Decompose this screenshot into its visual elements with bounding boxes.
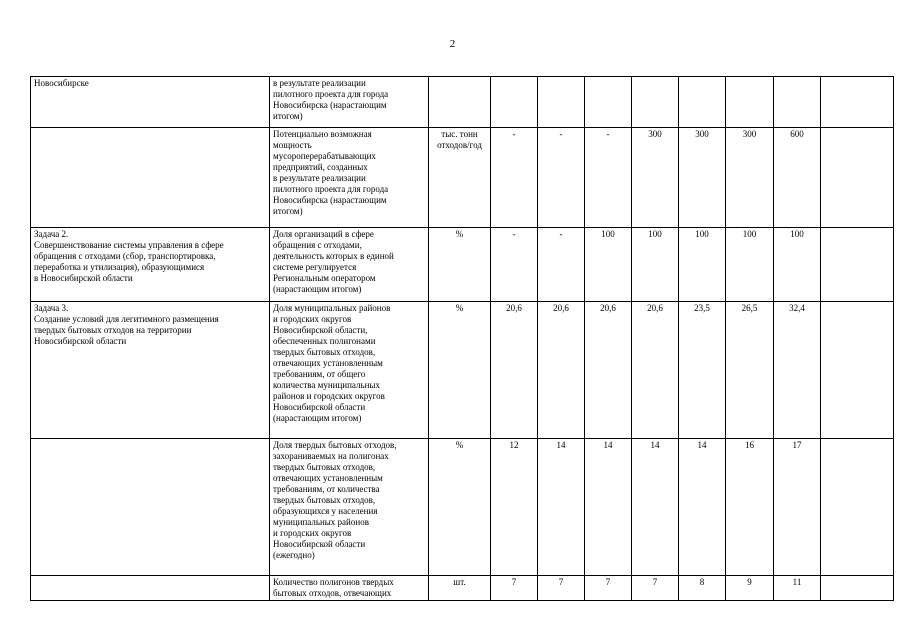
value-cell: 14 [632,439,679,576]
value-cell: - [538,128,585,228]
table-row [31,77,894,128]
value-cell: 16 [726,439,774,576]
value-cell: 17 [774,439,821,576]
value-cell: 100 [726,228,774,302]
unit-cell: шт. [429,576,491,601]
value-cell: 7 [585,576,632,601]
table-row [31,228,894,302]
value-cell [585,77,632,128]
table-row [31,439,894,576]
value-cell: 7 [538,576,585,601]
indicator-cell: Количество полигонов твердых бытовых отходов, отвечающих [270,576,429,601]
page-number: 2 [449,38,456,50]
value-cell: 300 [726,128,774,228]
notes-cell [821,439,894,576]
value-cell: 14 [538,439,585,576]
value-cell: 100 [585,228,632,302]
indicator-cell: Доля организаций в сфере обращения с отходами, деятельность которых в единой системе регулируется Региональным оператором (нарастающим итогом) [270,228,429,302]
unit-cell: тыс. тонн отходов/год [429,128,491,228]
value-cell: - [491,228,538,302]
table-row [31,576,894,601]
value-cell: 23,5 [679,302,726,439]
value-cell: 11 [774,576,821,601]
notes-cell [821,77,894,128]
value-cell [632,77,679,128]
value-cell: 20,6 [538,302,585,439]
value-cell: 300 [679,128,726,228]
value-cell: 600 [774,128,821,228]
value-cell [491,77,538,128]
table-row [31,302,894,439]
task-cell [31,128,270,228]
value-cell: 32,4 [774,302,821,439]
unit-cell [429,77,491,128]
task-cell [31,439,270,576]
value-cell: - [585,128,632,228]
value-cell: 20,6 [585,302,632,439]
value-cell: 100 [632,228,679,302]
unit-cell: % [429,302,491,439]
task-cell [31,576,270,601]
value-cell: 14 [585,439,632,576]
value-cell: 100 [679,228,726,302]
value-cell: 9 [726,576,774,601]
indicator-cell: в результате реализации пилотного проекта для города Новосибирска (нарастающим итогом) [270,77,429,128]
value-cell: 20,6 [491,302,538,439]
indicator-cell: Доля твердых бытовых отходов, захораниваемых на полигонах твердых бытовых отходов, отвечающих установленным требованиям, от количества твердых бытовых отходов, образующихся у населения муниципальных районов и городских округов Новосибирской области (ежегодно) [270,439,429,576]
value-cell: - [491,128,538,228]
value-cell: 20,6 [632,302,679,439]
value-cell: 300 [632,128,679,228]
value-cell: 7 [632,576,679,601]
task-cell: Задача 2. Совершенствование системы управления в сфере обращения с отходами (сбор, транспортировка, переработка и утилизация), образующимися в Новосибирской области [31,228,270,302]
notes-cell [821,228,894,302]
task-cell: Новосибирске [31,77,270,128]
value-cell [538,77,585,128]
notes-cell [821,302,894,439]
value-cell: 26,5 [726,302,774,439]
value-cell [774,77,821,128]
notes-cell [821,128,894,228]
table-row [31,128,894,228]
value-cell: 7 [491,576,538,601]
value-cell: 12 [491,439,538,576]
value-cell: 100 [774,228,821,302]
value-cell [679,77,726,128]
unit-cell: % [429,439,491,576]
indicator-cell: Доля муниципальных районов и городских округов Новосибирской области, обеспеченных полигонами твердых бытовых отходов, отвечающих установленным требованиям, от общего количества муниципальных районов и городских округов Новосибирской области (нарастающим итогом) [270,302,429,439]
value-cell: 14 [679,439,726,576]
unit-cell: % [429,228,491,302]
notes-cell [821,576,894,601]
task-cell: Задача 3. Создание условий для легитимного размещения твердых бытовых отходов на территории Новосибирской области [31,302,270,439]
value-cell: 8 [679,576,726,601]
indicator-cell: Потенциально возможная мощность мусороперерабатывающих предприятий, созданных в результате реализации пилотного проекта для города Новосибирска (нарастающим итогом) [270,128,429,228]
value-cell [726,77,774,128]
indicators-table [30,76,894,601]
value-cell: - [538,228,585,302]
